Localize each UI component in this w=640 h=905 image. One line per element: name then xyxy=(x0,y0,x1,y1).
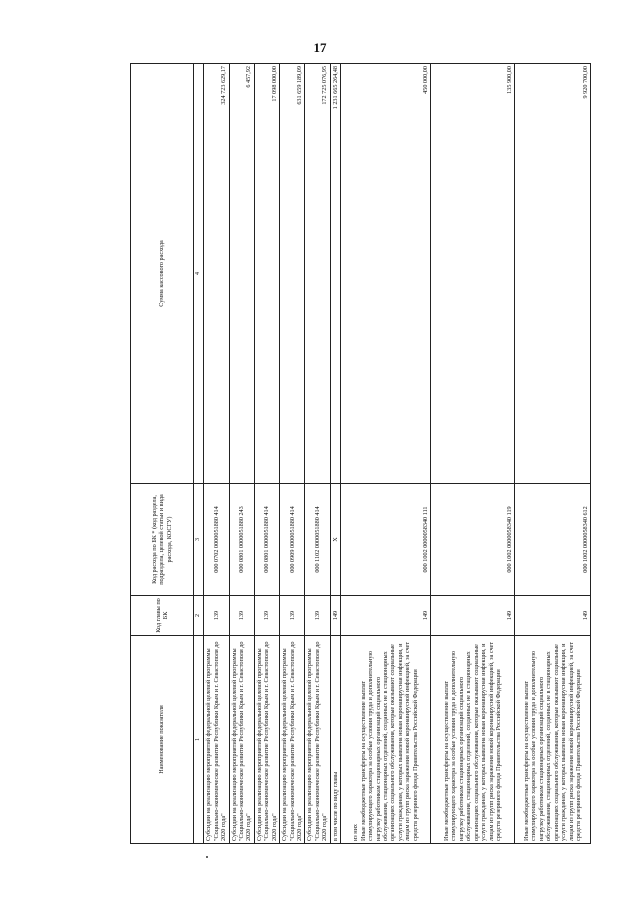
row-sum: 6 457,92 xyxy=(229,64,254,484)
col-num-1: 1 xyxy=(194,636,204,844)
table-row xyxy=(330,64,340,844)
row-name: Субсидии на реализацию мероприятий федеральной целевой программы "Социально-экономическое развитие Республики Крым и г. Севастополя до 2020 года" xyxy=(229,636,254,844)
header-name: Наименование показателя xyxy=(131,636,194,844)
row-name: Субсидии на реализацию мероприятий федеральной целевой программы "Социально-экономическое развитие Республики Крым и г. Севастополя до 2020 года" xyxy=(254,636,279,844)
row-sum: 1 231 665 264,48 xyxy=(330,64,340,484)
scan-speck xyxy=(206,856,208,858)
row-code: 000 0801 0000051880 243 xyxy=(229,484,254,596)
row-glava: 139 xyxy=(280,596,305,636)
row-glava: 139 xyxy=(229,596,254,636)
row-sum: 631 659 189,09 xyxy=(280,64,305,484)
row-code: 000 0702 0000051880 414 xyxy=(204,484,229,596)
row-sum: 324 723 629,17 xyxy=(204,64,229,484)
header-glava: Код главы по БК xyxy=(131,596,194,636)
row-name: Субсидии на реализацию мероприятий федеральной целевой программы "Социально-экономическое развитие Республики Крым и г. Севастополя до 2020 года" xyxy=(305,636,330,844)
rotated-table-container xyxy=(130,64,589,844)
table-row xyxy=(305,64,330,844)
row-code: 000 0909 0000051880 414 xyxy=(280,484,305,596)
table-row xyxy=(431,64,515,844)
row-glava: 139 xyxy=(305,596,330,636)
row-name: Субсидии на реализацию мероприятий федеральной целевой программы "Социально-экономическое развитие Республики Крым и г. Севастополя до 2020 года" xyxy=(204,636,229,844)
page-number: 17 xyxy=(313,40,327,55)
row-name: Субсидии на реализацию мероприятий федеральной целевой программы "Социально-экономическое развитие Республики Крым и г. Севастополя до 2020 года" xyxy=(280,636,305,844)
header-code: Код расхода по БК * (код раздела, подраздела, целевой статьи и вида расхода, КОСГУ) xyxy=(131,484,194,596)
table-row xyxy=(280,64,305,844)
row-name: в том числе по виду главы xyxy=(330,636,340,844)
col-num-4: 4 xyxy=(194,64,204,484)
col-num-2: 2 xyxy=(194,596,204,636)
row-name: Иные межбюджетные трансферты на осуществление выплат стимулирующего характера за особые условия труда и дополнительную нагрузку работникам стационарных организаций социального обслуживания, стационарных отделений, созданных не в стационарных организациях социального обслуживания, которые оказывают социальные услуги гражданам, у которых выявлена новая коронавирусная инфекция, и лицам из групп риска заражения новой коронавирусной инфекцией, за счет средств резервного фонда Правительства Российской Федерации xyxy=(431,636,515,844)
row-glava: 149 xyxy=(431,596,515,636)
header-row xyxy=(131,64,194,844)
row-sum: 17 098 000,00 xyxy=(254,64,279,484)
table-row xyxy=(229,64,254,844)
row-code: 000 1002 0000058340 612 xyxy=(515,484,591,596)
row-sum: 172 725 076,95 xyxy=(305,64,330,484)
row-code: 000 1002 0000058340 119 xyxy=(431,484,515,596)
rotated-table-area xyxy=(130,64,589,844)
col-num-3: 3 xyxy=(194,484,204,596)
row-glava: 139 xyxy=(204,596,229,636)
row-sum: 135 900,00 xyxy=(431,64,515,484)
table-row xyxy=(341,64,431,844)
row-code: 000 0801 0000051880 414 xyxy=(254,484,279,596)
header-sum: Сумма кассового расхода xyxy=(131,64,194,484)
table-row xyxy=(515,64,591,844)
table-row xyxy=(254,64,279,844)
row-glava: 149 xyxy=(515,596,591,636)
column-number-row xyxy=(194,64,204,844)
row-name: из них Иные межбюджетные трансферты на осуществление выплат стимулирующего характера за особые условия труда и дополнительную нагрузку работникам стационарных организаций социального обслуживания, стационарных отделений, созданных не в стационарных организациях социального обслуживания, которые оказывают социальные услуги гражданам, у которых выявлена новая коронавирусная инфекция, и лицам из групп риска заражения новой коронавирусной инфекцией, за счет средств резервного фонда Правительства Российской Федерации xyxy=(341,636,431,844)
table-row xyxy=(204,64,229,844)
row-name: Иные межбюджетные трансферты на осуществление выплат стимулирующего характера за особые условия труда и дополнительную нагрузку работникам стационарных организаций социального обслуживания, стационарных отделений, созданных не в стационарных организациях социального обслуживания, которые оказывают социальные услуги гражданам, у которых выявлена новая коронавирусная инфекция, и лицам из групп риска заражения новой коронавирусной инфекцией, за счет средств резервного фонда Правительства Российской Федерации xyxy=(515,636,591,844)
row-glava: 149 xyxy=(341,596,431,636)
row-glava: 149 xyxy=(330,596,340,636)
row-code: 000 1002 0000058340 111 xyxy=(341,484,431,596)
row-sum: 9 920 700,00 xyxy=(515,64,591,484)
row-code: X xyxy=(330,484,340,596)
expenditure-table xyxy=(130,63,591,844)
row-sum: 450 000,00 xyxy=(341,64,431,484)
row-glava: 139 xyxy=(254,596,279,636)
row-code: 000 1102 0000051880 414 xyxy=(305,484,330,596)
